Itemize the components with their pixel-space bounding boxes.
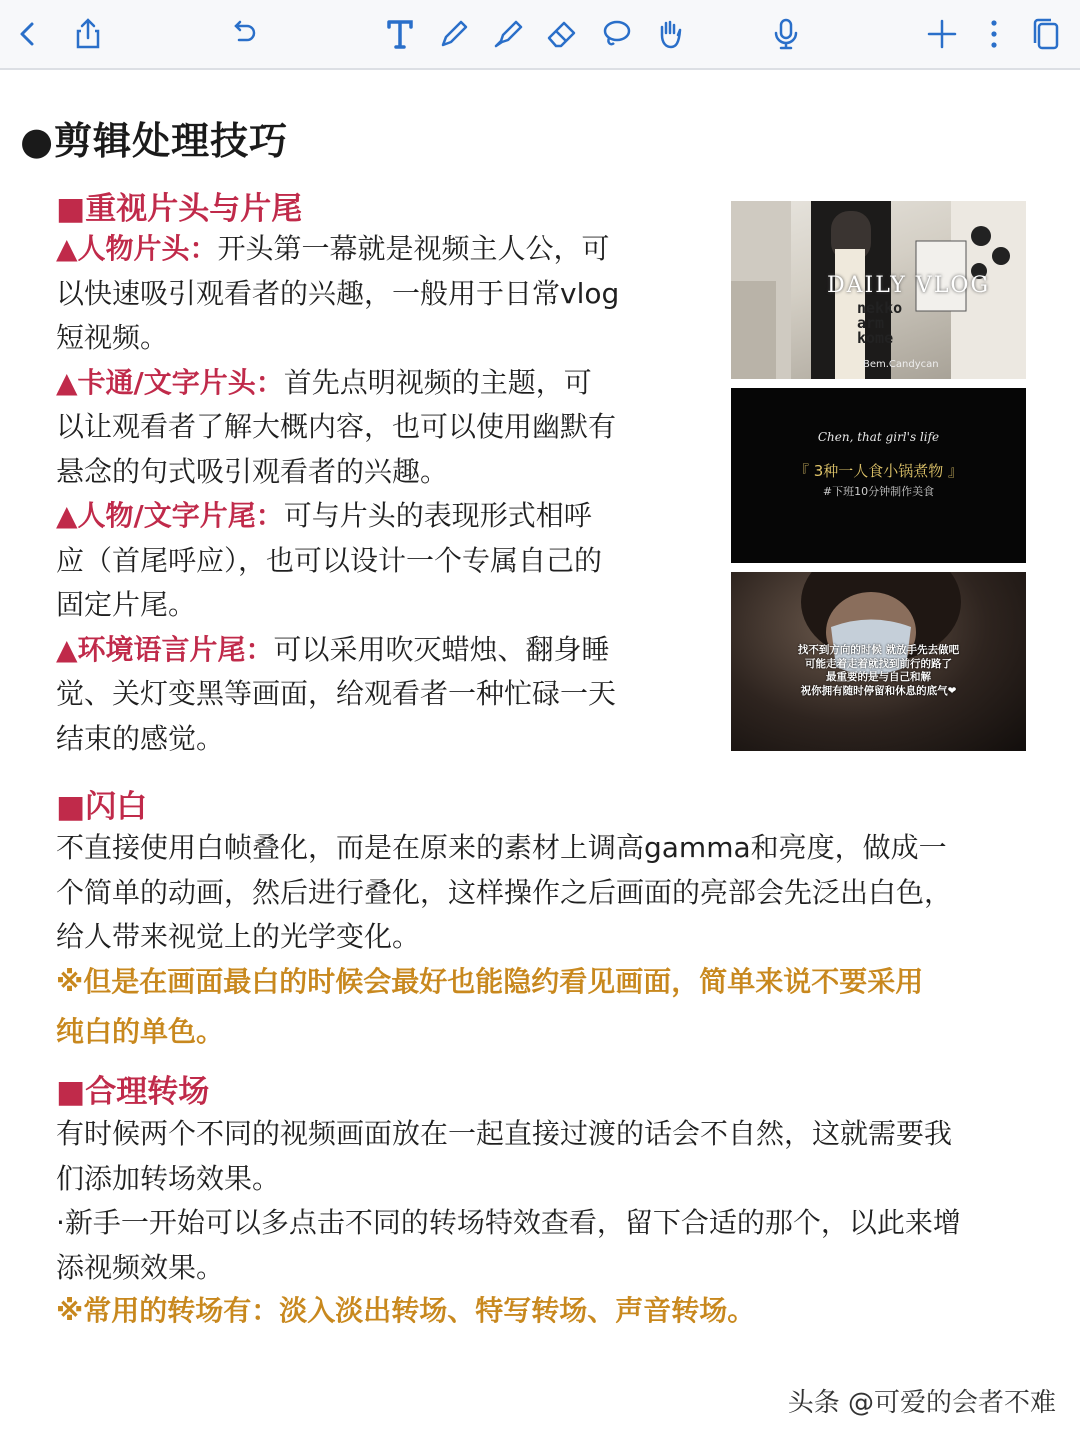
lasso-icon[interactable] <box>596 14 636 54</box>
body-line: ·新手一开始可以多点击不同的转场特效查看，留下合适的那个，以此来增 <box>56 1206 961 1239</box>
add-icon[interactable] <box>922 14 962 54</box>
item-text: 以让观看者了解大概内容，也可以使用幽默有 <box>56 410 617 443</box>
share-icon[interactable] <box>68 14 108 54</box>
caption-line: 祝你拥有随时停留和休息的底气❤ <box>800 684 957 697</box>
caption-line: 最重要的是与自己和解 <box>826 671 931 683</box>
section-body-intro-outro <box>56 227 706 761</box>
thumbnail-title: DAILY VLOG <box>827 273 991 298</box>
list-item <box>56 361 706 406</box>
thumbnail-night-ending[interactable] <box>731 572 1026 751</box>
item-text: 以快速吸引观看者的兴趣，一般用于日常vlog <box>56 276 620 310</box>
caption-line: 可能走着走着就找到前行的路了 <box>805 657 952 670</box>
thumbnail-title-card[interactable] <box>731 388 1026 563</box>
hand-icon[interactable] <box>650 14 690 54</box>
section-title-transitions: ■合理转场 <box>56 1074 210 1110</box>
watermark: 头条 @可爱的会者不难 <box>787 1388 1056 1418</box>
caption-line: 找不到方向的时候 就放手先去做吧 <box>797 644 960 656</box>
section-title-intro-outro: ■重视片头与片尾 <box>56 191 303 227</box>
item-label: ▲环境语言片尾： <box>56 632 274 666</box>
thumbnail-line-1: Chen, that girl's life <box>817 430 940 444</box>
thumbnail-caption <box>731 644 1026 698</box>
thumbnail-line-2: 『 3种一人食小锅煮物 』 <box>793 462 964 480</box>
body-line: 个简单的动画，然后进行叠化，这样操作之后画面的亮部会先泛出白色， <box>56 875 953 909</box>
thumbnail-shirt-text: nekko arm kome <box>857 299 903 347</box>
text-icon[interactable] <box>380 14 420 54</box>
highlighter-icon[interactable] <box>488 14 528 54</box>
section-body-flash-white <box>56 826 1046 960</box>
item-text: 开头第一幕就是视频主人公，可 <box>217 232 610 265</box>
item-text: 可以采用吹灭蜡烛、翻身睡 <box>273 632 610 666</box>
item-label: ▲卡通/文字片头： <box>56 365 284 399</box>
item-text: 结束的感觉。 <box>56 721 225 755</box>
item-text: 觉、关灯变黑等画面，给观看者一种忙碌一天 <box>56 677 617 710</box>
item-text: 悬念的句式吸引观看者的兴趣。 <box>56 454 449 488</box>
body-line: 们添加转场效果。 <box>56 1161 281 1195</box>
list-item <box>56 494 706 539</box>
body-line: 不直接使用白帧叠化，而是在原来的素材上调高gamma和亮度，做成一 <box>56 831 947 864</box>
thumbnail-line-3: #下班10分钟制作美食 <box>822 485 935 498</box>
section-body-transitions <box>56 1112 1046 1290</box>
item-label: ▲人物/文字片尾： <box>56 499 284 532</box>
body-line: 添视频效果。 <box>56 1250 225 1284</box>
thumbnail-signature: Bem.Candycan <box>863 359 939 370</box>
eraser-icon[interactable] <box>542 14 582 54</box>
note-page <box>0 70 1080 1440</box>
undo-icon[interactable] <box>224 14 264 54</box>
thumbnail-daily-vlog[interactable] <box>731 201 1026 379</box>
body-line: 有时候两个不同的视频画面放在一起直接过渡的话会不自然，这就需要我 <box>56 1117 953 1150</box>
pages-icon[interactable] <box>1026 14 1066 54</box>
page-title: ●剪辑处理技巧 <box>20 119 289 163</box>
item-text: 首先点明视频的主题，可 <box>283 365 592 399</box>
more-icon[interactable] <box>974 14 1014 54</box>
pen-icon[interactable] <box>434 14 474 54</box>
item-label: ▲人物片头： <box>56 232 218 265</box>
section-note-transitions: ※常用的转场有：淡入淡出转场、特写转场、声音转场。 <box>56 1294 756 1327</box>
item-text: 应（首尾呼应），也可以设计一个专属自己的 <box>56 543 603 577</box>
item-text: 可与片头的表现形式相呼 <box>283 499 592 532</box>
item-text: 短视频。 <box>56 321 169 354</box>
toolbar <box>0 0 1080 70</box>
body-line: 给人带来视觉上的光学变化。 <box>56 920 421 953</box>
note-line: ※但是在画面最白的时候会最好也能隐约看见画面，简单来说不要采用 <box>56 965 924 998</box>
list-item <box>56 227 706 272</box>
list-item <box>56 628 706 673</box>
note-line: 纯白的单色。 <box>56 1015 225 1048</box>
back-icon[interactable] <box>8 14 48 54</box>
section-note-flash-white <box>56 957 1056 1057</box>
microphone-icon[interactable] <box>766 14 806 54</box>
section-title-flash-white: ■闪白 <box>56 789 148 825</box>
item-text: 固定片尾。 <box>56 588 197 621</box>
